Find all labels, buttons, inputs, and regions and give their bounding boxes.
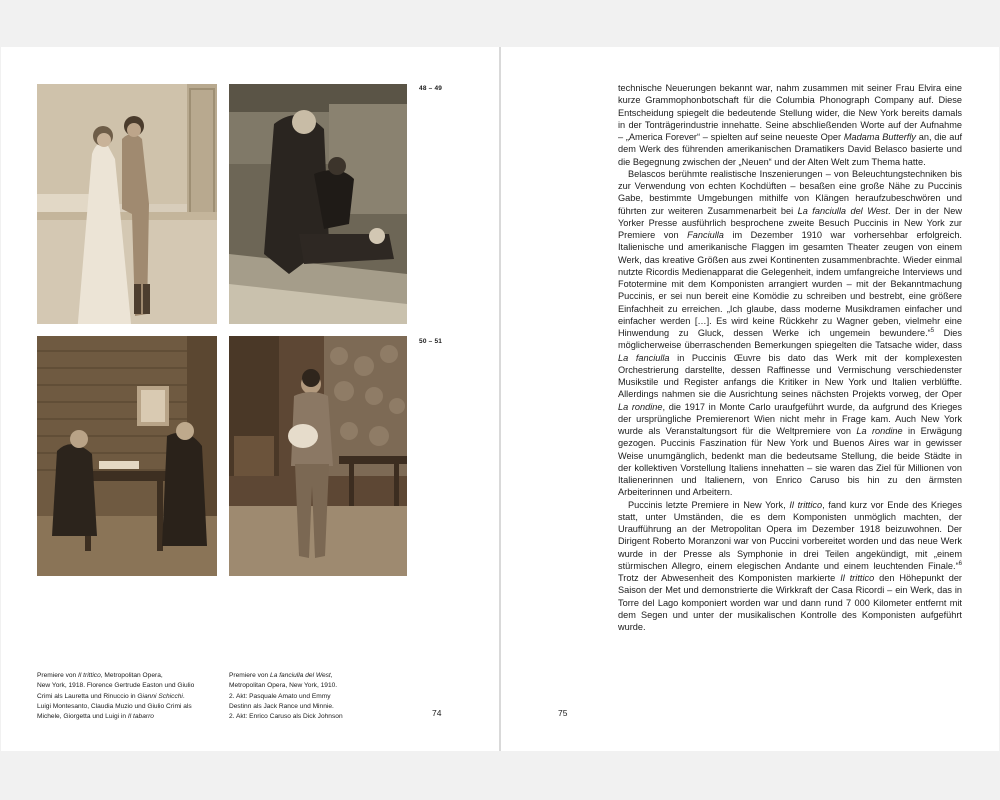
- page-range-top: 48 – 49: [419, 85, 443, 92]
- paragraph-2: Belascos berühmte realistische Inszenierungen – von Beleuchtungstechniken bis zur Verwendung von echten Kochdüften – besaßen eine große Nähe zu Puccinis Gabe, bestimmte Umgebungen mithilfe von Klängen heraufzubeschwören und führten zur weiteren Zusammenarbeit bei La fanciulla del West. Der in der New Yorker Presse ausführlich besprochene zweite Besuch Puccinis in New York zur Premiere von Fanciulla im Dezember 1910 war vorhersehbar erfolgreich. Italienische und amerikanische Flaggen im gesamten Theater zeugen von einem Werk, das kreative Größen aus zwei Kontinenten zusammenbrachte. Wieder einmal nutzte Ricordis Medienapparat die Gelegenheit, indem umfangreiche Interviews und Fototermine mit dem Komponisten arrangiert wurden – mit der Bekanntmachung Puccinis, er sei nun bereit eine Komödie zu schreiben und bestrebt, eine größere Einfachheit zu erreichen. „Ich glaube, dass moderne Musikdramen einfacher und einfacher werden […]. Es wird keine Rückkehr zu Wagner geben, vielmehr eine Hinwendung zu Gluck, dessen Werke ich ungemein bewundere.“$^5$ Dies möglicherweise überraschenden Bemerkungen spiegelten die Tatsache wider, dass La fanciulla in Puccinis Œuvre bis dato das Werk mit der komplexesten Orchestrierung darstellte, dessen Raffinesse und Vermischung verschiedenster Musikstile und Register anfangs die Kritiker in New York und Italien verblüffte. Allerdings nahmen sie die Ausrichtung seines nächsten Projekts vorweg, der Oper La rondine, die 1917 in Monte Carlo uraufgeführt wurde, da aufgrund des Krieges der ursprüngliche Premierenort Wien nicht mehr in Frage kam. Auch New York wurde als Veranstaltungsort für die Weltpremiere von La rondine in Erwägung gezogen. Puccinis Faszination für New York und Buenos Aires war in gewisser Weise unumgänglich, bedenkt man die bedeutsame Stellung, die beide Städte in der kollektiven Vorstellung Italiens innehatten – sie waren das Ziel für Millionen von Italienerinnen und Italienern, von Enrico Caruso bis hin zu den ärmsten Arbeiterinnen und Arbeitern.: [618, 168, 963, 498]
- page-number-right: 75: [558, 708, 568, 718]
- caption-fanciulla: Premiere von La fanciulla del West, Metropolitan Opera, New York, 1910. 2. Akt: Pasquale Amato und Emmy Destinn als Jack Rance und Minnie. 2. Akt: Enrico Caruso als Dick Johnson: [229, 672, 343, 721]
- photo-fanciulla-act2: [37, 336, 217, 576]
- photo-il-trittico-tabarro: [229, 84, 407, 324]
- photo-il-trittico-couple: [37, 84, 217, 324]
- paragraph-3: Puccinis letzte Premiere in New York, Il trittico, fand kurz vor Ende des Krieges statt, unter Umständen, die es dem Komponisten unmöglich machten, der Uraufführung an der Metropolitan Opera im Dezember 1918 beizuwohnen. Der Dirigent Roberto Moranzoni war von Puccini vorbereitet worden und das neue Werk wurde in der Presse als Symphonie in drei Teilen angekündigt, mit „einem stürmischen Allegro, einem elegischen Andante und einem leuchtenden Finale.“$^6$ Trotz der Abwesenheit des Komponisten markierte Il trittico den Höhepunkt der Saison der Met und demonstrierte die Wirkkraft der Casa Ricordi – ein Werk, das in Torre del Lago komponiert worden war und dann rund 7 000 Kilometer entfernt mit dem Segen und unter der musikalischen Kontrolle des Komponisten aufgeführt wurde.: [618, 499, 962, 632]
- caption-il-trittico: Premiere von Il trittico, Metropolitan Opera, New York, 1918. Florence Gertrude Easton und Giulio Crimi als Lauretta und Rinuccio in Gianni Schicchi. Luigi Montesanto, Claudia Muzio und Giulio Crimi als Michele, Giorgetta und Luigi in Il tabarro: [37, 672, 195, 721]
- photo-caruso-johnson: [229, 336, 407, 576]
- book-gutter: [499, 47, 501, 751]
- page-range-bottom: 50 – 51: [419, 338, 443, 345]
- page-number-left: 74: [432, 708, 442, 718]
- paragraph-1: technische Neuerungen bekannt war, nahm zusammen mit seiner Frau Elvira eine kurze Grammophonbotschaft für die Columbia Phonograph Company auf. Diese Entscheidung spiegelt die bedeutende Stellung wider, die New York bereits damals in der Tonträgerindustrie innehatte. Seine abschließenden Worte auf der Aufnahme – „America Forever“ – spielten auf seine neueste Oper Madama Butterfly an, die auf dem Werk des führenden amerikanischen Dramatikers David Belasco basierte und die Begegnung zwischen der „Neuen“ und der Alten Welt zum Thema hatte.: [618, 83, 963, 167]
- body-text: [618, 82, 962, 633]
